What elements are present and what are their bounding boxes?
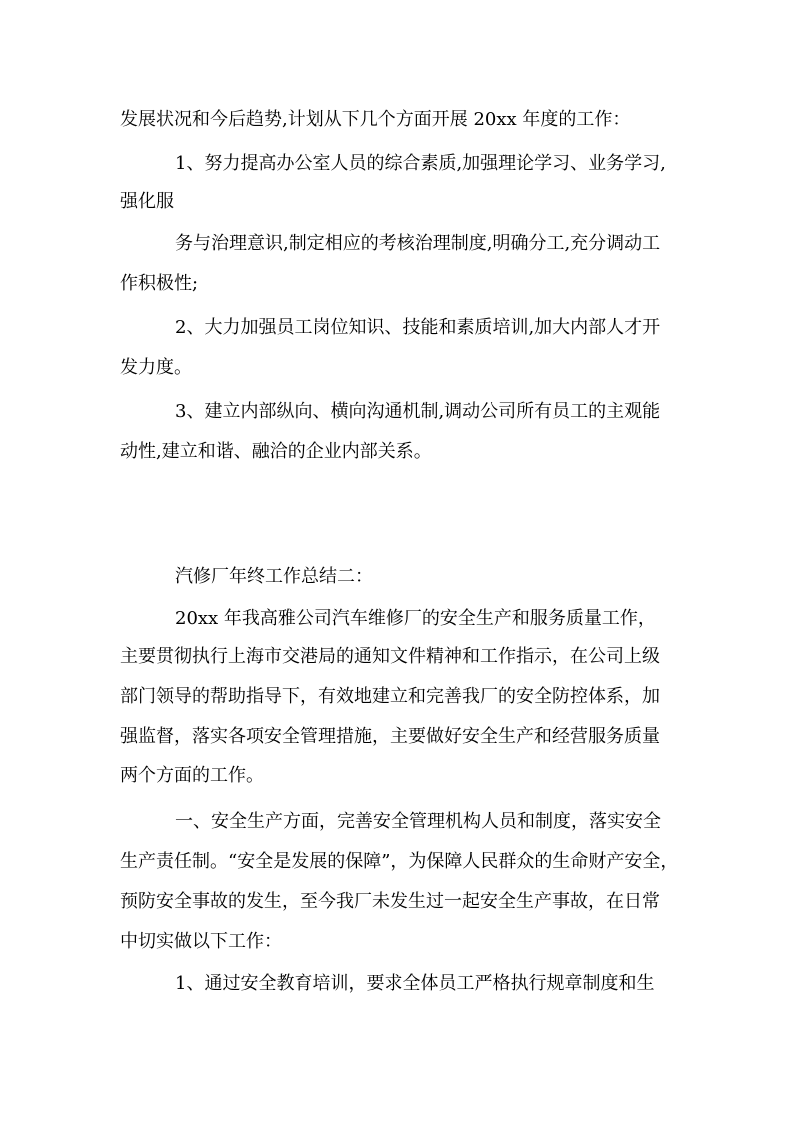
text-line-5: 作积极性; (120, 273, 199, 294)
text-line-6: 2、大力加强员工岗位知识、技能和素质培训,加大内部人才开 (175, 317, 661, 338)
text-line-2: 1、努力提高办公室人员的综合素质,加强理论学习、业务学习, (175, 153, 666, 174)
text-line-15: 两个方面的工作。 (120, 765, 264, 786)
text-line-17: 生产责任制。“安全是发展的保障”，为保障人民群众的生命财产安全， (120, 851, 679, 872)
section-heading: 汽修厂年终工作总结二： (175, 566, 373, 587)
text-line-8: 3、建立内部纵向、横向沟通机制,调动公司所有员工的主观能 (175, 401, 661, 422)
text-line-1: 发展状况和今后趋势,计划从下几个方面开展 20xx 年度的工作： (120, 109, 631, 130)
text-line-16: 一、安全生产方面，完善安全管理机构人员和制度，落实安全 (175, 811, 661, 832)
text-line-20: 1、通过安全教育培训，要求全体员工严格执行规章制度和生 (175, 973, 655, 994)
text-line-11: 20xx 年我高雅公司汽车维修厂的安全生产和服务质量工作， (175, 608, 656, 629)
text-line-3: 强化服 (120, 191, 174, 212)
text-line-19: 中切实做以下工作： (120, 931, 282, 952)
text-line-7: 发力度。 (120, 357, 192, 378)
text-line-14: 强监督，落实各项安全管理措施，主要做好安全生产和经营服务质量 (120, 726, 660, 747)
text-line-12: 主要贯彻执行上海市交港局的通知文件精神和工作指示，在公司上级 (120, 646, 660, 667)
text-line-13: 部门领导的帮助指导下，有效地建立和完善我厂的安全防控体系，加 (120, 686, 660, 707)
text-line-18: 预防安全事故的发生，至今我厂未发生过一起安全生产事故，在日常 (120, 891, 660, 912)
text-line-4: 务与治理意识,制定相应的考核治理制度,明确分工,充分调动工 (175, 233, 661, 254)
text-line-9: 动性,建立和谐、融洽的企业内部关系。 (120, 441, 432, 462)
